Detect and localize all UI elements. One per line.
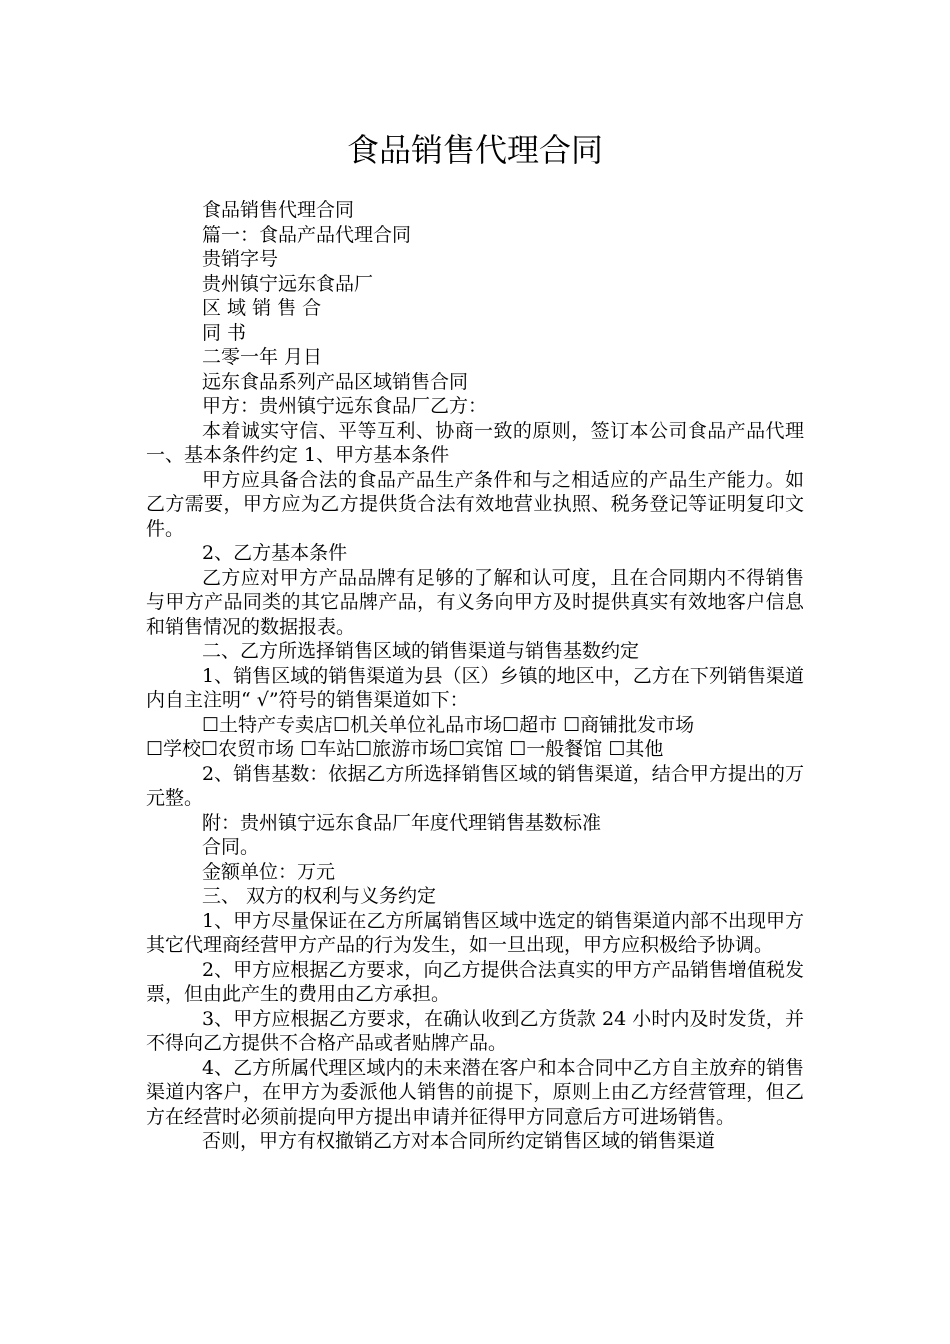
header-line: 甲方：贵州镇宁远东食品厂乙方： xyxy=(202,395,488,417)
document-title: 食品销售代理合同 xyxy=(346,131,603,169)
header-line: 贵销字号 xyxy=(202,248,279,270)
paragraph: 金额单位：万元 xyxy=(202,860,336,883)
document-body xyxy=(146,198,804,1154)
channel-checkbox-line: ☐学校☐农贸市场 ☐车站☐旅游市场☐宾馆 ☐一般餐馆 ☐其他 xyxy=(146,738,664,760)
paragraph: 1、甲方尽量保证在乙方所属销售区域中选定的销售渠道内部不出现甲方其它代理商经营甲方产品的行为发生，如一旦出现，甲方应积极给予协调。 xyxy=(146,909,804,956)
paragraph: 2、甲方应根据乙方要求，向乙方提供合法真实的甲方产品销售增值税发票，但由此产生的费用由乙方承担。 xyxy=(146,958,804,1005)
header-line: 二零一年 月日 xyxy=(202,346,323,368)
paragraph: 1、销售区域的销售渠道为县（区）乡镇的地区中，乙方在下列销售渠道内自主注明“ √”符号的销售渠道如下： xyxy=(146,664,804,711)
paragraph: 甲方应具备合法的食品产品生产条件和与之相适应的产品生产能力。如乙方需要，甲方应为乙方提供货合法有效地营业执照、税务登记等证明复印文件。 xyxy=(146,468,804,540)
section-heading: 三、 双方的权利与义务约定 xyxy=(202,885,437,907)
header-line: 区 域 销 售 合 xyxy=(202,297,322,319)
header-line: 贵州镇宁远东食品厂 xyxy=(202,272,374,295)
paragraph: 3、甲方应根据乙方要求，在确认收到乙方货款 24 小时内及时发货，并不得向乙方提供不合格产品或者贴牌产品。 xyxy=(146,1007,804,1054)
paragraph: 附：贵州镇宁远东食品厂年度代理销售基数标准 xyxy=(202,811,602,834)
header-line: 远东食品系列产品区域销售合同 xyxy=(202,370,469,393)
paragraph: 本着诚实守信、平等互利、协商一致的原则，签订本公司食品产品代理一、基本条件约定 1、甲方基本条件 xyxy=(146,419,804,466)
paragraph: 合同。 xyxy=(202,836,260,858)
paragraph: 二、乙方所选择销售区域的销售渠道与销售基数约定 xyxy=(202,640,640,662)
paragraph: 否则，甲方有权撤销乙方对本合同所约定销售区域的销售渠道 xyxy=(202,1130,716,1152)
header-line: 同 书 xyxy=(202,321,247,344)
paragraph: 2、乙方基本条件 xyxy=(202,542,348,564)
paragraph: 4、乙方所属代理区域内的未来潜在客户和本合同中乙方自主放弃的销售渠道内客户，在甲方为委派他人销售的前提下，原则上由乙方经营管理，但乙方在经营时必须前提向甲方提出申请并征得甲方同意后方可进场销售。 xyxy=(146,1056,804,1128)
paragraph: 乙方应对甲方产品品牌有足够的了解和认可度，且在合同期内不得销售与甲方产品同类的其它品牌产品，有义务向甲方及时提供真实有效地客户信息和销售情况的数据报表。 xyxy=(146,566,804,638)
header-line: 篇一：食品产品代理合同 xyxy=(202,223,412,246)
channel-checkbox-line: ☐土特产专卖店☐机关单位礼品市场☐超市 ☐商铺批发市场 xyxy=(202,713,695,736)
header-line: 食品销售代理合同 xyxy=(202,199,355,221)
paragraph: 2、销售基数：依据乙方所选择销售区域的销售渠道，结合甲方提出的万元整。 xyxy=(146,762,804,809)
